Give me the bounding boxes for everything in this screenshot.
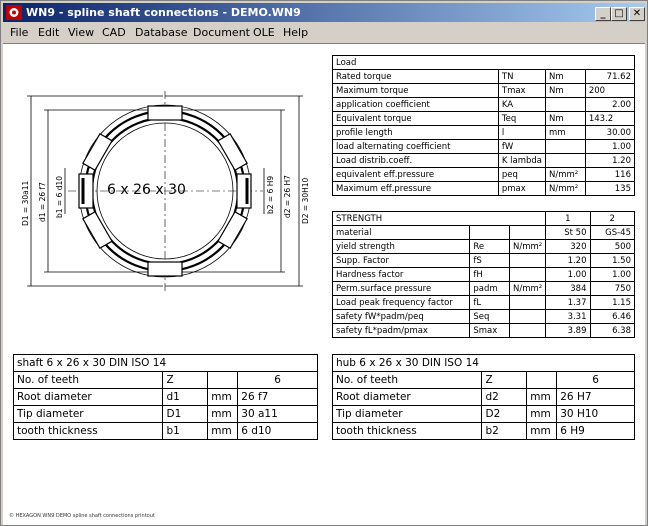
shaft-sym: Z bbox=[163, 372, 208, 389]
table-row bbox=[333, 154, 635, 168]
load-sym: Tmax bbox=[498, 84, 545, 98]
dim-D1-label: D1 = 30a11 bbox=[21, 180, 30, 226]
load-unit bbox=[546, 154, 586, 168]
menu-database[interactable]: Database bbox=[135, 26, 188, 39]
hub-name: tooth thickness bbox=[333, 423, 482, 440]
strength-name: material bbox=[333, 226, 470, 240]
strength-header-row bbox=[333, 212, 635, 226]
table-row bbox=[333, 112, 635, 126]
hub-value: 6 bbox=[557, 372, 635, 389]
strength-v1: 1.00 bbox=[546, 268, 590, 282]
table-row bbox=[333, 268, 635, 282]
hub-name: No. of teeth bbox=[333, 372, 482, 389]
table-row bbox=[333, 140, 635, 154]
strength-v2: 6.38 bbox=[590, 324, 635, 338]
hub-header: hub 6 x 26 x 30 DIN ISO 14 bbox=[333, 355, 635, 372]
load-value: 143.2 bbox=[585, 112, 634, 126]
menu-ole[interactable]: OLE bbox=[253, 26, 275, 39]
hub-sym: b2 bbox=[482, 423, 527, 440]
shaft-value: 6 d10 bbox=[238, 423, 318, 440]
shaft-value: 6 bbox=[238, 372, 318, 389]
strength-unit bbox=[509, 254, 545, 268]
load-value: 200 bbox=[585, 84, 634, 98]
strength-sym: padm bbox=[470, 282, 510, 296]
load-unit: Nm bbox=[546, 70, 586, 84]
shaft-sym: D1 bbox=[163, 406, 208, 423]
load-header: Load bbox=[333, 56, 635, 70]
strength-name: yield strength bbox=[333, 240, 470, 254]
load-name: profile length bbox=[333, 126, 499, 140]
shaft-header-row bbox=[14, 355, 318, 372]
strength-v1: 1.20 bbox=[546, 254, 590, 268]
shaft-sym: d1 bbox=[163, 389, 208, 406]
hub-sym: d2 bbox=[482, 389, 527, 406]
hub-unit: mm bbox=[527, 423, 557, 440]
load-unit: Nm bbox=[546, 112, 586, 126]
strength-sym: Re bbox=[470, 240, 510, 254]
dim-b1-label: b1 = 6 d10 bbox=[55, 175, 64, 218]
table-row bbox=[333, 98, 635, 112]
menu-help[interactable]: Help bbox=[283, 26, 309, 39]
strength-sym: fH bbox=[470, 268, 510, 282]
strength-v1: St 50 bbox=[546, 226, 590, 240]
dim-D2-label: D2 = 30H10 bbox=[301, 177, 310, 224]
load-unit: N/mm² bbox=[546, 182, 586, 196]
strength-unit: N/mm² bbox=[509, 282, 545, 296]
title-bar[interactable] bbox=[3, 3, 645, 22]
load-name: Equivalent torque bbox=[333, 112, 499, 126]
strength-name: Hardness factor bbox=[333, 268, 470, 282]
menu-file[interactable]: File bbox=[10, 26, 29, 39]
strength-v2: GS-45 bbox=[590, 226, 635, 240]
strength-sym: Smax bbox=[470, 324, 510, 338]
strength-sym: Seq bbox=[470, 310, 510, 324]
load-sym: fW bbox=[498, 140, 545, 154]
strength-unit bbox=[509, 310, 545, 324]
load-header-row bbox=[333, 56, 635, 70]
shaft-name: No. of teeth bbox=[14, 372, 163, 389]
menu-view[interactable]: View bbox=[68, 26, 95, 39]
strength-unit bbox=[509, 226, 545, 240]
load-unit bbox=[546, 98, 586, 112]
table-row bbox=[14, 389, 318, 406]
close-button[interactable]: ✕ bbox=[629, 7, 645, 21]
strength-name: safety fL*padm/pmax bbox=[333, 324, 470, 338]
strength-v2: 6.46 bbox=[590, 310, 635, 324]
load-name: equivalent eff.pressure bbox=[333, 168, 499, 182]
strength-table bbox=[332, 211, 635, 338]
hub-name: Root diameter bbox=[333, 389, 482, 406]
strength-v2: 1.00 bbox=[590, 268, 635, 282]
table-row bbox=[14, 406, 318, 423]
strength-v1: 384 bbox=[546, 282, 590, 296]
spline-drawing bbox=[13, 86, 318, 296]
print-footer: © HEXAGON WN9 DEMO spline shaft connections printout bbox=[9, 513, 155, 519]
table-row bbox=[333, 423, 635, 440]
menu-document[interactable]: Document bbox=[193, 26, 250, 39]
strength-v2: 500 bbox=[590, 240, 635, 254]
load-unit bbox=[546, 140, 586, 154]
load-name: Maximum torque bbox=[333, 84, 499, 98]
hub-unit: mm bbox=[527, 389, 557, 406]
load-sym: TN bbox=[498, 70, 545, 84]
load-name: Maximum eff.pressure bbox=[333, 182, 499, 196]
load-value: 1.20 bbox=[585, 154, 634, 168]
strength-sym bbox=[470, 226, 510, 240]
spline-center-label: 6 x 26 x 30 bbox=[107, 182, 186, 198]
shaft-name: Tip diameter bbox=[14, 406, 163, 423]
menu-cad[interactable]: CAD bbox=[102, 26, 126, 39]
table-row bbox=[14, 372, 318, 389]
strength-sym: fL bbox=[470, 296, 510, 310]
strength-name: Load peak frequency factor bbox=[333, 296, 470, 310]
menu-bar bbox=[3, 23, 645, 42]
table-row bbox=[333, 70, 635, 84]
table-row bbox=[333, 226, 635, 240]
load-name: Load distrib.coeff. bbox=[333, 154, 499, 168]
load-name: load alternating coefficient bbox=[333, 140, 499, 154]
shaft-unit: mm bbox=[208, 406, 238, 423]
load-value: 116 bbox=[585, 168, 634, 182]
load-sym: pmax bbox=[498, 182, 545, 196]
hub-value: 6 H9 bbox=[557, 423, 635, 440]
strength-unit bbox=[509, 296, 545, 310]
table-row bbox=[333, 389, 635, 406]
strength-col1: 1 bbox=[546, 212, 590, 226]
table-row bbox=[333, 182, 635, 196]
load-sym: K lambda bbox=[498, 154, 545, 168]
strength-sym: fS bbox=[470, 254, 510, 268]
minimize-button[interactable]: _ bbox=[595, 7, 611, 21]
strength-unit bbox=[509, 324, 545, 338]
load-value: 135 bbox=[585, 182, 634, 196]
hub-unit: mm bbox=[527, 406, 557, 423]
strength-unit: N/mm² bbox=[509, 240, 545, 254]
load-value: 2.00 bbox=[585, 98, 634, 112]
strength-header: STRENGTH bbox=[333, 212, 546, 226]
table-row bbox=[333, 240, 635, 254]
shaft-value: 26 f7 bbox=[238, 389, 318, 406]
hub-unit bbox=[527, 372, 557, 389]
load-name: Rated torque bbox=[333, 70, 499, 84]
shaft-unit: mm bbox=[208, 389, 238, 406]
load-unit: N/mm² bbox=[546, 168, 586, 182]
hub-value: 26 H7 bbox=[557, 389, 635, 406]
table-row bbox=[333, 310, 635, 324]
shaft-unit: mm bbox=[208, 423, 238, 440]
load-sym: KA bbox=[498, 98, 545, 112]
strength-name: safety fW*padm/peq bbox=[333, 310, 470, 324]
table-row bbox=[333, 406, 635, 423]
dim-d2-label: d2 = 26 H7 bbox=[283, 175, 292, 218]
dim-b2-label: b2 = 6 H9 bbox=[266, 175, 275, 214]
hub-table bbox=[332, 354, 635, 440]
strength-col2: 2 bbox=[590, 212, 635, 226]
shaft-table bbox=[13, 354, 318, 440]
table-row bbox=[333, 126, 635, 140]
load-value: 30.00 bbox=[585, 126, 634, 140]
strength-v1: 1.37 bbox=[546, 296, 590, 310]
load-sym: Teq bbox=[498, 112, 545, 126]
load-value: 1.00 bbox=[585, 140, 634, 154]
document-area bbox=[3, 43, 645, 525]
table-row bbox=[333, 84, 635, 98]
window-title: WN9 - spline shaft connections - DEMO.WN9 bbox=[26, 6, 301, 19]
hub-sym: Z bbox=[482, 372, 527, 389]
table-row bbox=[333, 296, 635, 310]
load-name: application coefficient bbox=[333, 98, 499, 112]
strength-v2: 1.50 bbox=[590, 254, 635, 268]
hub-value: 30 H10 bbox=[557, 406, 635, 423]
hub-name: Tip diameter bbox=[333, 406, 482, 423]
table-row bbox=[14, 423, 318, 440]
app-icon bbox=[6, 5, 22, 20]
load-table bbox=[332, 55, 635, 196]
strength-v2: 750 bbox=[590, 282, 635, 296]
strength-unit bbox=[509, 268, 545, 282]
hub-sym: D2 bbox=[482, 406, 527, 423]
load-unit: mm bbox=[546, 126, 586, 140]
table-row bbox=[333, 372, 635, 389]
shaft-name: tooth thickness bbox=[14, 423, 163, 440]
shaft-sym: b1 bbox=[163, 423, 208, 440]
load-value: 71.62 bbox=[585, 70, 634, 84]
table-row bbox=[333, 254, 635, 268]
strength-v1: 320 bbox=[546, 240, 590, 254]
table-row bbox=[333, 282, 635, 296]
hub-header-row bbox=[333, 355, 635, 372]
load-sym: l bbox=[498, 126, 545, 140]
strength-v2: 1.15 bbox=[590, 296, 635, 310]
shaft-value: 30 a11 bbox=[238, 406, 318, 423]
maximize-button[interactable]: □ bbox=[611, 7, 627, 21]
load-unit: Nm bbox=[546, 84, 586, 98]
strength-v1: 3.89 bbox=[546, 324, 590, 338]
load-sym: peq bbox=[498, 168, 545, 182]
table-row bbox=[333, 324, 635, 338]
strength-name: Supp. Factor bbox=[333, 254, 470, 268]
strength-v1: 3.31 bbox=[546, 310, 590, 324]
menu-edit[interactable]: Edit bbox=[38, 26, 60, 39]
strength-name: Perm.surface pressure bbox=[333, 282, 470, 296]
table-row bbox=[333, 168, 635, 182]
shaft-unit bbox=[208, 372, 238, 389]
dim-d1-label: d1 = 26 f7 bbox=[38, 182, 47, 222]
shaft-name: Root diameter bbox=[14, 389, 163, 406]
shaft-header: shaft 6 x 26 x 30 DIN ISO 14 bbox=[14, 355, 318, 372]
